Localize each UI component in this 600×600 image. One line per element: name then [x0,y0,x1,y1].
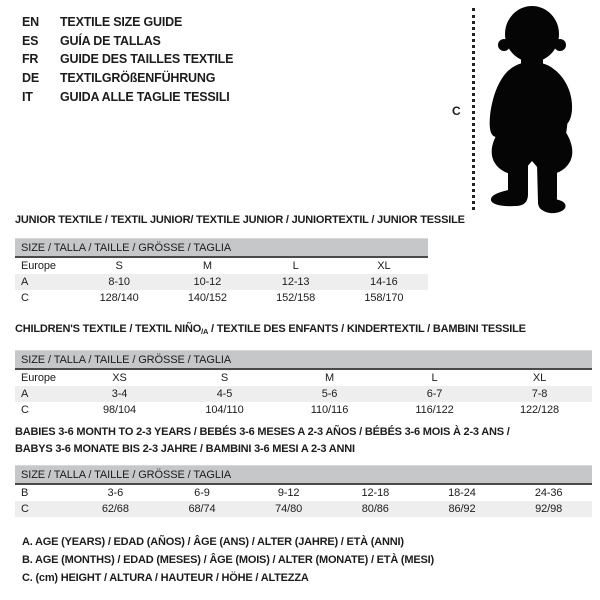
size-cell: 116/122 [415,404,454,416]
toddler-silhouette [477,4,587,216]
section-title-children [15,321,526,341]
language-code: DE [22,71,39,86]
size-cell: 5-6 [277,386,382,402]
size-cell: 24-36 [534,487,563,499]
size-header-bar: SIZE / TALLA / TAILLE / GRÖSSE / TAGLIA [15,239,428,258]
language-row [22,32,233,51]
size-cell: 6-9 [194,487,210,499]
size-cell: 8-10 [75,274,163,290]
section-title-babies [15,424,510,457]
size-cell: XS [112,372,127,384]
size-cell: 6-7 [382,386,487,402]
size-cell: 9-12 [277,487,300,499]
language-row [22,69,233,88]
table-row [15,501,592,517]
table-row [15,290,428,306]
size-cell: 98/104 [102,404,137,416]
footnote-b: B. AGE (MONTHS) / EDAD (MESES) / ÂGE (MOIS) / ALTER (MONATE) / ETÀ (MESI) [22,554,434,566]
table-row [15,386,592,402]
size-header-bar: SIZE / TALLA / TAILLE / GRÖSSE / TAGLIA [15,351,592,370]
size-cell: 12-13 [252,274,340,290]
footnotes [22,533,434,587]
size-cell: 18-24 [448,487,476,499]
table-row [15,402,592,418]
language-label: TEXTILE SIZE GUIDE [60,15,183,30]
footnote-c: C. (cm) HEIGHT / ALTURA / HAUTEUR / HÖHE / ALTEZZA [22,572,309,584]
size-cell: 3-4 [67,386,172,402]
language-code: IT [22,89,33,104]
row-label: Europe [21,372,56,384]
title-text: CHILDREN'S TEXTILE / TEXTIL NIÑO [15,323,202,335]
row-label: A [15,386,67,402]
size-cell: L [292,260,299,272]
table-row [15,257,428,274]
size-cell: 122/128 [519,404,560,416]
children-size-table [15,350,592,418]
size-cell: 10-12 [163,274,251,290]
size-cell: M [324,372,335,384]
size-cell: 68/74 [159,501,246,517]
row-label: B [21,487,29,499]
size-cell: S [115,260,123,272]
height-dimension-line [472,8,475,210]
size-cell: M [202,260,212,272]
language-label: GUÍA DE TALLAS [60,33,161,48]
dimension-label-c: C [452,104,461,118]
size-cell: 92/98 [505,501,592,517]
size-cell: XL [377,260,391,272]
size-cell: 110/116 [310,404,349,416]
size-cell: 128/140 [99,292,139,304]
size-cell: 80/86 [332,501,419,517]
row-label: Europe [21,260,56,272]
language-code: FR [22,52,39,67]
language-row [22,13,233,32]
size-header-bar: SIZE / TALLA / TAILLE / GRÖSSE / TAGLIA [15,466,592,485]
junior-size-table [15,238,428,306]
size-cell: 62/68 [72,501,159,517]
language-label: GUIDA ALLE TAGLIE TESSILI [60,89,230,104]
size-cell: 7-8 [487,386,592,402]
language-title-block [22,13,233,106]
size-cell: L [431,372,438,384]
language-label: GUIDE DES TAILLES TEXTILE [60,52,234,67]
size-cell: 158/170 [364,292,404,304]
size-cell: 140/152 [187,292,227,304]
size-cell: 14-16 [340,274,428,290]
size-cell: 86/92 [419,501,506,517]
footnote-a: A. AGE (YEARS) / EDAD (AÑOS) / ÂGE (ANS) / ALTER (JAHRE) / ETÀ (ANNI) [22,536,404,548]
language-label: TEXTILGRÖßENFÜHRUNG [60,71,216,86]
language-row [22,50,233,69]
size-cell: 74/80 [245,501,332,517]
table-row [15,274,428,290]
size-cell: 3-6 [107,487,124,499]
title-line: BABYS 3-6 MONATE BIS 2-3 JAHRE / BAMBINI 3-6 MESI A 2-3 ANNI [15,442,355,455]
table-row [15,369,592,386]
language-code: EN [22,15,39,30]
size-cell: 4-5 [172,386,277,402]
row-label: C [15,501,72,517]
size-cell: 104/110 [205,404,244,416]
size-cell: 152/158 [276,292,316,304]
size-cell: XL [532,372,547,384]
language-code: ES [22,33,39,48]
size-cell: S [220,372,229,384]
row-label: C [21,292,29,304]
size-cell: 12-18 [361,487,390,499]
title-text: / TEXTILE DES ENFANTS / KINDERTEXTIL / BAMBINI TESSILE [208,323,526,335]
row-label: C [21,404,29,416]
title-line: BABIES 3-6 MONTH TO 2-3 YEARS / BEBÉS 3-6 MESES A 2-3 AÑOS / BÉBÉS 3-6 MOIS À 2-3 ANS / [15,426,510,438]
babies-size-table [15,465,592,517]
table-row [15,484,592,501]
section-title-junior: JUNIOR TEXTILE / TEXTIL JUNIOR/ TEXTILE JUNIOR / JUNIORTEXTIL / JUNIOR TESSILE [15,214,465,226]
title-subscript: /A [201,327,209,336]
row-label: A [15,274,75,290]
language-row [22,87,233,106]
